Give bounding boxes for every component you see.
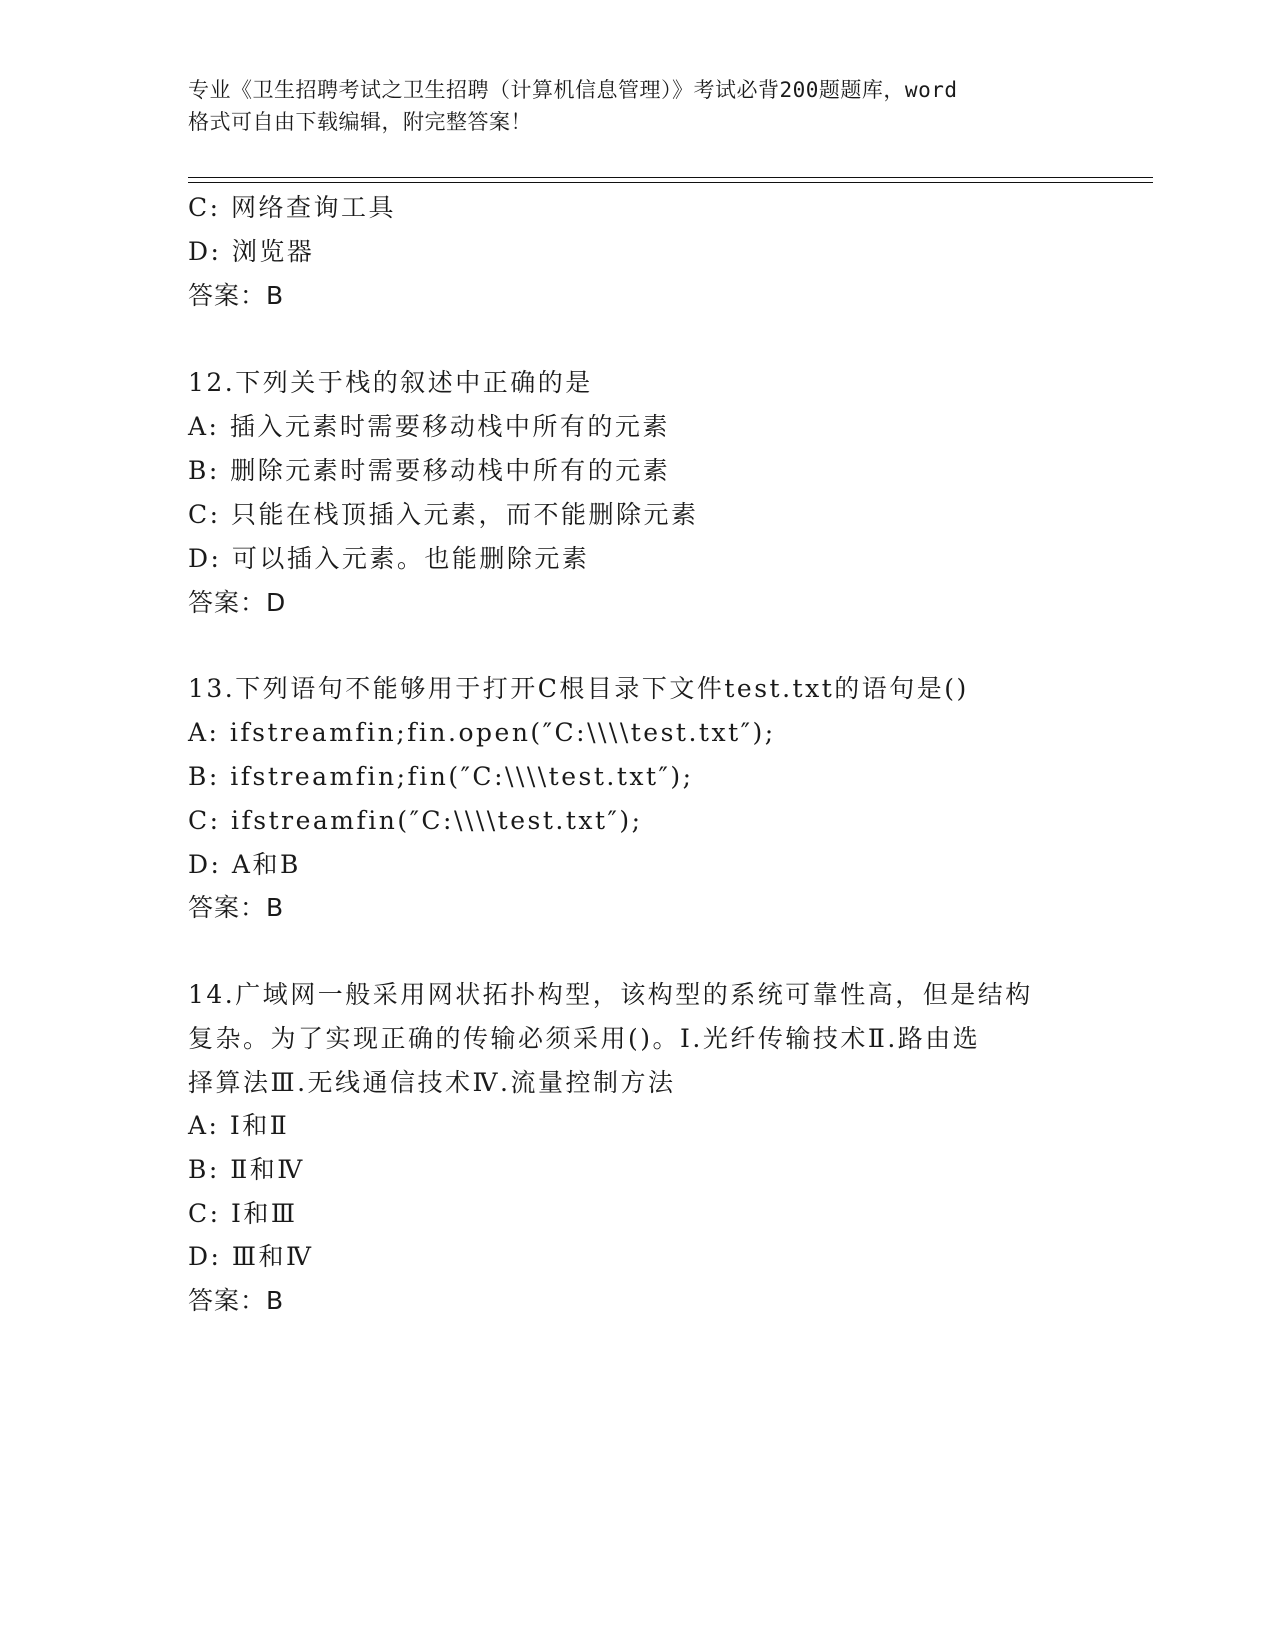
- page-header: [188, 74, 1088, 138]
- header-divider-bottom: [188, 182, 1153, 183]
- q12-option-c: C: 只能在栈顶插入元素，而不能删除元素: [188, 500, 699, 529]
- q11-option-d: D: 浏览器: [188, 237, 315, 266]
- q13-option-c: C: ifstreamfin(″C:\\\\test.txt″);: [188, 806, 643, 835]
- q11-answer: 答案：B: [188, 281, 285, 310]
- q12-option-a: A: 插入元素时需要移动栈中所有的元素: [188, 412, 670, 441]
- q14-option-d: D: Ⅲ和Ⅳ: [188, 1242, 314, 1271]
- q12-answer: 答案：D: [188, 588, 287, 617]
- q14-answer: 答案：B: [188, 1286, 285, 1315]
- header-line-2: 格式可自由下载编辑，附完整答案！: [188, 110, 532, 134]
- q14-option-a: A: Ⅰ和Ⅱ: [188, 1111, 290, 1140]
- q13-option-a: A: ifstreamfin;fin.open(″C:\\\\test.txt″);: [188, 718, 776, 747]
- q13-answer: 答案：B: [188, 893, 285, 922]
- q14-question-line-1: 14.广域网一般采用网状拓扑构型，该构型的系统可靠性高，但是结构: [188, 980, 1033, 1009]
- q13-option-b: B: ifstreamfin;fin(″C:\\\\test.txt″);: [188, 762, 694, 791]
- header-divider-top: [188, 177, 1153, 178]
- q14-option-c: C: Ⅰ和Ⅲ: [188, 1199, 298, 1228]
- header-line-1: 专业《卫生招聘考试之卫生招聘（计算机信息管理）》考试必背200题题库，word: [188, 78, 958, 102]
- q12-option-d: D: 可以插入元素。也能删除元素: [188, 544, 590, 573]
- q14-question-line-2: 复杂。为了实现正确的传输必须采用()。Ⅰ.光纤传输技术Ⅱ.路由选: [188, 1024, 981, 1053]
- q12-question: 12.下列关于栈的叙述中正确的是: [188, 368, 593, 397]
- q13-question: 13.下列语句不能够用于打开C根目录下文件test.txt的语句是(): [188, 674, 969, 703]
- q14-question-line-3: 择算法Ⅲ.无线通信技术Ⅳ.流量控制方法: [188, 1068, 676, 1097]
- q13-option-d: D: A和B: [188, 850, 301, 879]
- q14-option-b: B: Ⅱ和Ⅳ: [188, 1155, 305, 1184]
- q12-option-b: B: 删除元素时需要移动栈中所有的元素: [188, 456, 671, 485]
- q11-option-c: C: 网络查询工具: [188, 193, 396, 222]
